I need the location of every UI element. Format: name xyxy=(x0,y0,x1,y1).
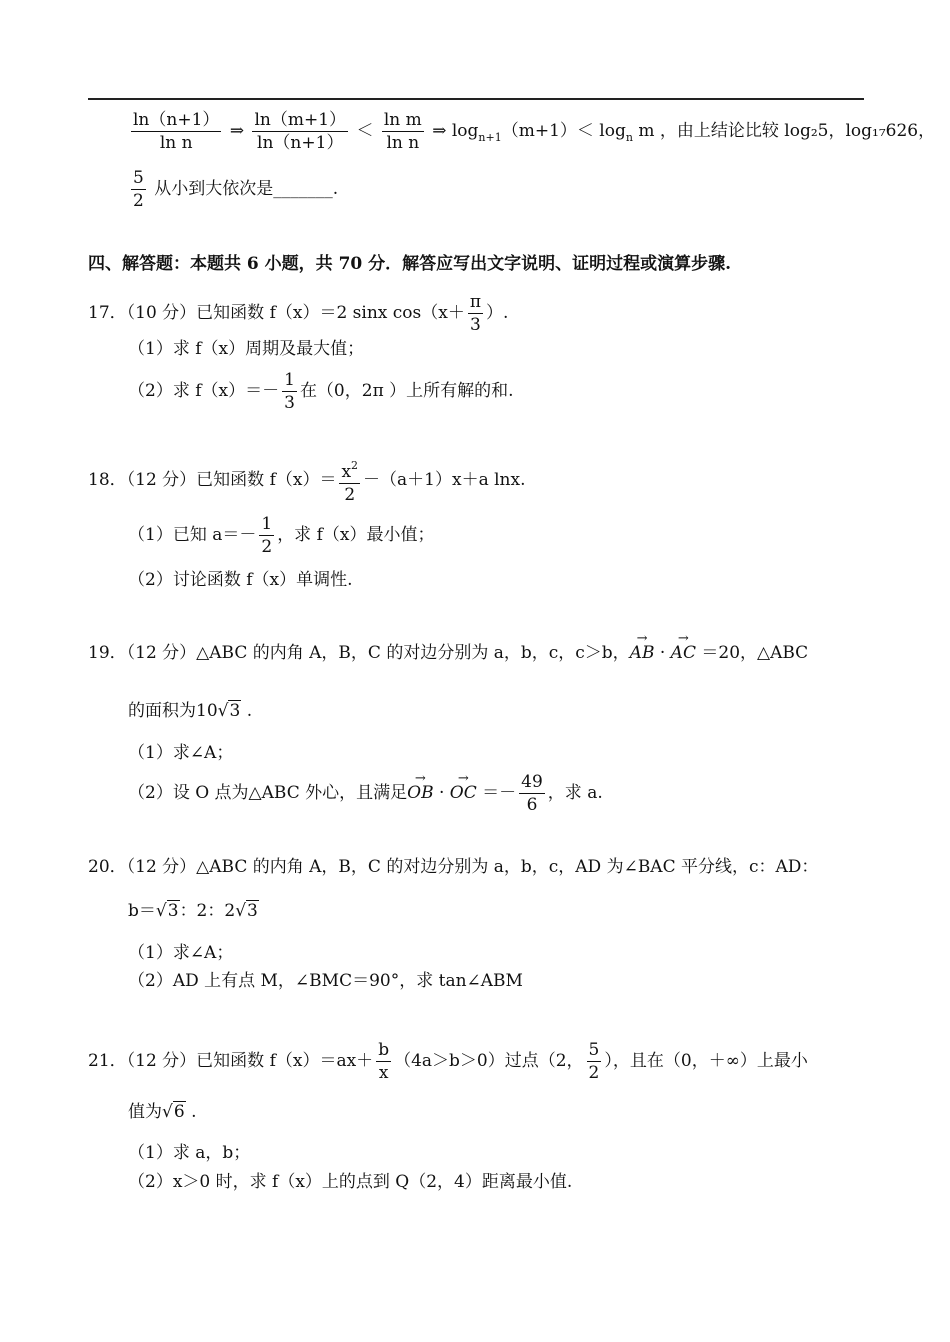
q18-part2: （2）讨论函数 f（x）单调性. xyxy=(128,570,353,590)
fraction-5-over-2-point: $\frac{5}{2}$ xyxy=(588,1040,600,1083)
vector-oc: → OC xyxy=(450,781,477,805)
sqrt-3: 3 xyxy=(229,701,241,721)
fraction-ln-n1-over-ln-n: $\frac{\ln(n+1)}{\text{ln n}}$ xyxy=(133,110,220,153)
vector-ab: → AB xyxy=(630,641,655,665)
fraction-5-over-2: $\frac{5}{2}$ xyxy=(133,168,144,211)
q17-part1: （1）求 f（x）周期及最大值； xyxy=(128,339,365,359)
q17-stem: 17．（10 分）已知函数 f（x）＝2 sinx cos（x＋ $\frac{\pi}{3}$ ）. xyxy=(88,292,509,335)
q21-line2: 值为√6 . xyxy=(128,1102,197,1122)
vector-ob: → OB xyxy=(407,781,433,805)
q20-line2: b＝√3：2：2√3 xyxy=(128,901,258,921)
intro-line-1: $\frac{\ln(n+1)}{\text{ln n}}$ ⇒ $\frac{\ln(m+1)}{\ln(n+1)}$ ＜ $\frac{\text{ln m}}{\text{ln n}}$ ⇒ $\log_{n+1}(m+1)< \log_n m$ ，由上结论比较 log₂5，log₁₇626， xyxy=(133,110,936,153)
fraction-1-over-3: $\frac{1}{3}$ xyxy=(284,370,295,413)
section-heading: 四、解答题：本题共 6 小题，共 70 分．解答应写出文字说明、证明过程或演算步骤. xyxy=(88,254,732,274)
log2-5: log₂5 xyxy=(784,121,829,141)
q20-part1: （1）求∠A； xyxy=(128,943,234,963)
fraction-49-over-6: $\frac{49}{6}$ xyxy=(521,772,543,815)
sqrt-3-a: 3 xyxy=(167,901,179,921)
log17-626: log₁₇626 xyxy=(845,121,919,141)
q19-part2: （2）设 O 点为△ABC 外心，且满足→ OB · → OC ＝－ $\frac{49}{6}$ ，求 a. xyxy=(128,772,603,815)
compare-text: ，由上结论比较 xyxy=(659,121,779,141)
q17-part2: （2）求 f（x）＝－ $\frac{1}{3}$ 在（0，2π ）上所有解的和. xyxy=(128,370,514,413)
q19-line2: 的面积为10√3 . xyxy=(128,701,253,721)
fraction-ln-m-over-ln-n: $\frac{\text{ln m}}{\text{ln n}}$ xyxy=(383,110,422,153)
fraction-b-over-x: $\frac{b}{x}$ xyxy=(378,1040,390,1083)
intro-line-2 xyxy=(128,168,338,211)
header-rule xyxy=(88,98,864,100)
sqrt-3-b: 3 xyxy=(247,901,258,921)
intro-tail: 从小到大依次是_______. xyxy=(154,179,339,199)
fraction-1-over-2: $\frac{1}{2}$ xyxy=(261,514,273,557)
vector-ac: → AC xyxy=(671,641,696,665)
q20-part2: （2）AD 上有点 M，∠BMC＝90°，求 tan∠ABM xyxy=(128,971,523,991)
q19-stem: 19．（12 分）△ABC 的内角 A，B，C 的对边分别为 a，b，c，c＞b，→ AB · → AC ＝20，△ABC xyxy=(88,641,808,665)
fraction-x2-over-2: $\frac{x^2}{2}$ xyxy=(339,456,360,505)
sqrt-6: 6 xyxy=(173,1102,185,1122)
q21-stem: 21．（12 分）已知函数 f（x）＝ax＋ $\frac{b}{x}$ （4a＞b＞0）过点（2， $\frac{5}{2}$ ），且在（0，＋∞）上最小 xyxy=(88,1040,808,1083)
q20-stem: 20．（12 分）△ABC 的内角 A，B，C 的对边分别为 a，b，c，AD 为∠BAC 平分线，c：AD： xyxy=(88,857,819,877)
q21-part2: （2）x＞0 时，求 f（x）上的点到 Q（2，4）距离最小值. xyxy=(128,1172,573,1192)
fraction-pi-over-3: $\frac{\pi}{3}$ xyxy=(469,292,482,335)
q21-part1: （1）求 a，b； xyxy=(128,1143,251,1163)
q18-part1: （1）已知 a＝－ $\frac{1}{2}$ ，求 f（x）最小值； xyxy=(128,514,435,557)
fraction-ln-m1-over-ln-n1: $\frac{\ln(m+1)}{\ln(n+1)}$ xyxy=(254,110,347,153)
q19-part1: （1）求∠A； xyxy=(128,743,234,763)
q18-stem: 18．（12 分）已知函数 f（x）＝ $\frac{x^2}{2}$ －（a＋1）x＋a lnx. xyxy=(88,456,526,505)
